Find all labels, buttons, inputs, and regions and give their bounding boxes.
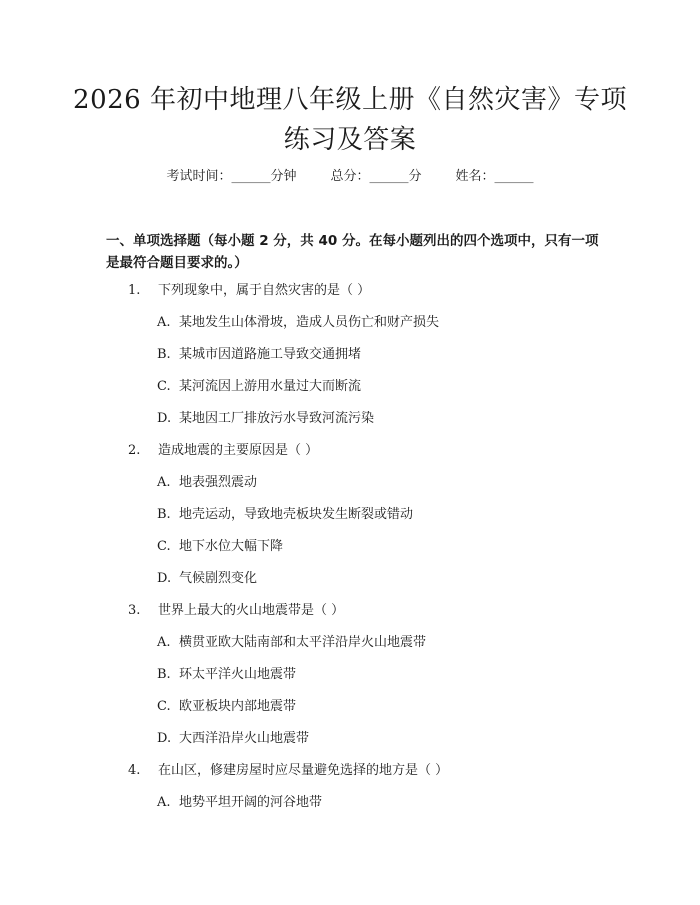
option-letter: B.	[157, 507, 171, 522]
option	[157, 794, 322, 812]
option-text: 地下水位大幅下降	[179, 539, 284, 554]
option-text: 某地因工厂排放污水导致河流污染	[179, 411, 375, 426]
question-text: 下列现象中，属于自然灾害的是（ ）	[158, 283, 371, 298]
question-text: 在山区，修建房屋时应尽量避免选择的地方是（ ）	[158, 763, 449, 778]
document-title: 2026 年初中地理八年级上册《自然灾害》专项练习及答案	[73, 85, 627, 155]
option	[157, 698, 296, 716]
option	[157, 378, 361, 396]
option-text: 地壳运动，导致地壳板块发生断裂或错动	[179, 507, 414, 522]
option	[157, 346, 361, 364]
option-letter: D.	[157, 731, 172, 746]
option-letter: A.	[157, 475, 171, 490]
question-2	[128, 442, 318, 460]
option-letter: A.	[157, 635, 171, 650]
option	[157, 666, 296, 684]
question-number: 1.	[128, 283, 141, 298]
question-text: 世界上最大的火山地震带是（ ）	[158, 603, 345, 618]
option-letter: A.	[157, 795, 171, 810]
option-letter: A.	[157, 315, 171, 330]
option-letter: C.	[157, 539, 171, 554]
option-text: 某城市因道路施工导致交通拥堵	[179, 347, 362, 362]
question-text: 造成地震的主要原因是（ ）	[158, 443, 319, 458]
option-text: 地表强烈震动	[179, 475, 258, 490]
option-text: 横贯亚欧大陆南部和太平洋沿岸火山地震带	[179, 635, 427, 650]
exam-info	[0, 168, 700, 186]
option-letter: B.	[157, 347, 171, 362]
question-3	[128, 602, 344, 620]
section-heading: 一、单项选择题（每小题 2 分，共 40 分。在每小题列出的四个选项中，只有一项是最符合题目要求的。）	[106, 233, 599, 271]
option	[157, 634, 426, 652]
option-text: 欧亚板块内部地震带	[179, 699, 297, 714]
question-number: 3.	[128, 603, 141, 618]
option-letter: B.	[157, 667, 171, 682]
exam-score: 总分：______分	[330, 169, 422, 184]
option	[157, 314, 439, 332]
exam-name: 姓名：______	[455, 169, 534, 184]
question-number: 4.	[128, 763, 141, 778]
exam-time: 考试时间：______分钟	[166, 169, 297, 184]
option-letter: D.	[157, 411, 172, 426]
option-text: 某地发生山体滑坡，造成人员伤亡和财产损失	[179, 315, 440, 330]
option-text: 大西洋沿岸火山地震带	[179, 731, 310, 746]
option-letter: C.	[157, 699, 171, 714]
question-4	[128, 762, 448, 780]
option-text: 环太平洋火山地震带	[179, 667, 297, 682]
option-text: 气候剧烈变化	[179, 571, 258, 586]
question-1	[128, 282, 370, 300]
question-number: 2.	[128, 443, 141, 458]
option	[157, 538, 283, 556]
option-letter: D.	[157, 571, 172, 586]
option	[157, 730, 309, 748]
option-text: 地势平坦开阔的河谷地带	[179, 795, 323, 810]
option-text: 某河流因上游用水量过大而断流	[179, 379, 362, 394]
option-letter: C.	[157, 379, 171, 394]
option	[157, 570, 257, 588]
option	[157, 474, 257, 492]
option	[157, 410, 374, 428]
option	[157, 506, 413, 524]
